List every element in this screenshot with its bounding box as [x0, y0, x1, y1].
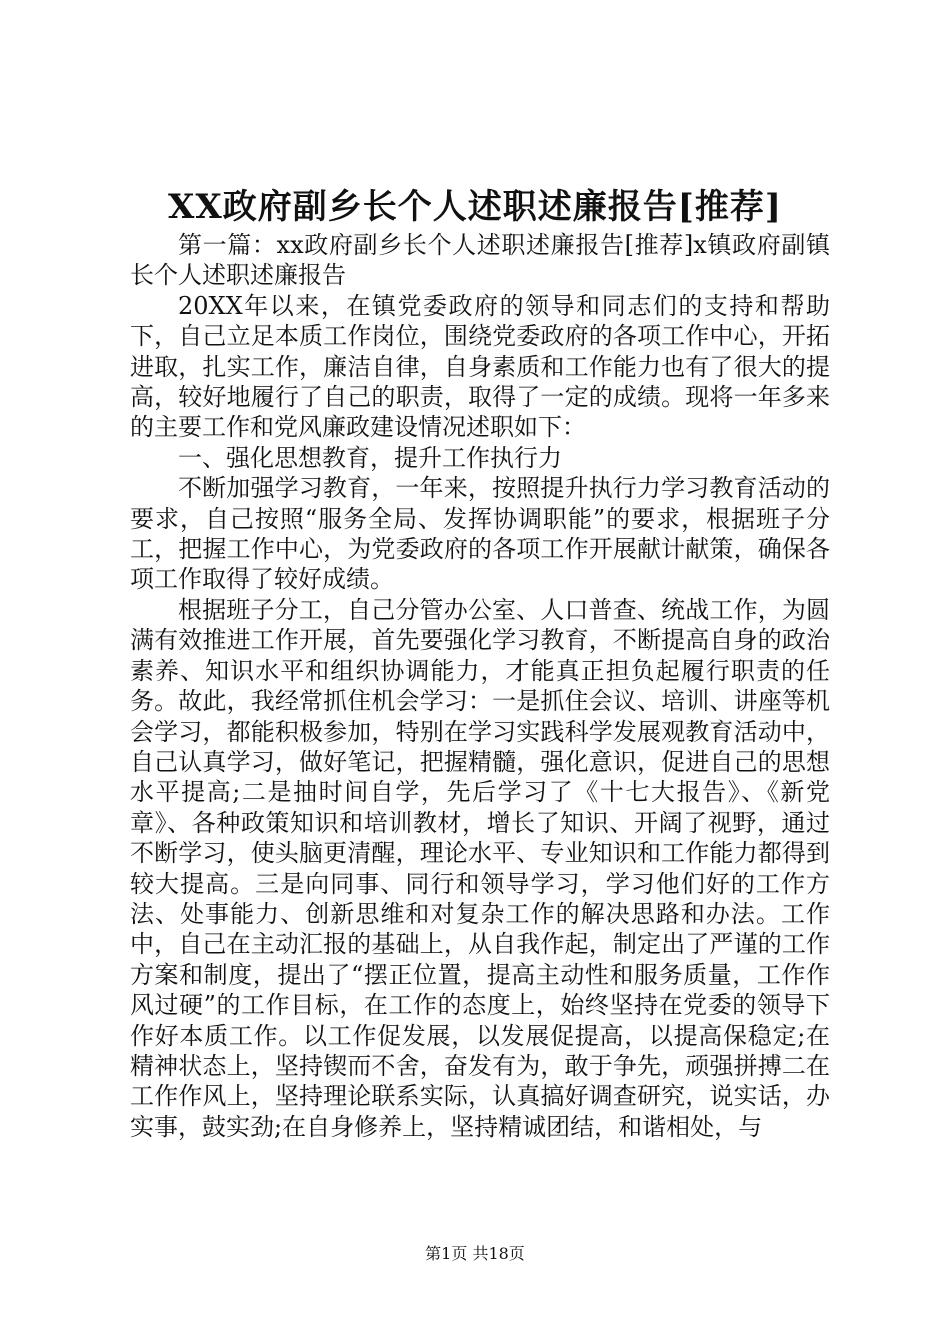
section-heading-1: 一、强化思想教育，提升工作执行力	[178, 443, 562, 472]
document-title: XX政府副乡长个人述职述廉报告[推荐]	[168, 187, 782, 227]
paragraph-work-details: 根据班子分工，自己分管办公室、人口普查、统战工作，为圆满有效推进工作开展，首先要强化学习教育，不断提高自身的政治素养、知识水平和组织协调能力，才能真正担负起履行职责的任务。故此，我经常抓住机会学习：一是抓住会议、培训、讲座等机会学习，都能积极参加，特别在学习实践科学发展观教育活动中，自己认真学习，做好笔记，把握精髓，强化意识，促进自己的思想水平提高;二是抽时间自学，先后学习了《十七大报告》、《新党章》、各种政策知识和培训教材，增长了知识、开阔了视野，通过不断学习，使头脑更清醒，理论水平、专业知识和工作能力都得到较大提高。三是向同事、同行和领导学习，学习他们好的工作方法、处事能力、创新思维和对复杂工作的解决思路和办法。工作中，自己在主动汇报的基础上，从自我作起，制定出了严谨的工作方案和制度，提出了“摆正位置，提高主动性和服务质量，工作作风过硬”的工作目标，在工作的态度上，始终坚持在党委的领导下作好本质工作。以工作促发展，以发展促提高，以提高保稳定;在精神状态上，坚持锲而不舍，奋发有为，敢于争先，顽强拼搏二在工作作风上，坚持理论联系实际，认真搞好调查研究，说实话，办实事，鼓实劲;在自身修养上，坚持精诚团结，和谐相处，与	[130, 595, 830, 1141]
paragraph-study-education: 不断加强学习教育，一年来，按照提升执行力学习教育活动的要求，自己按照“服务全局、发挥协调职能”的要求，根据班子分工，把握工作中心，为党委政府的各项工作开展献计献策，确保各项工作取得了较好成绩。	[130, 474, 830, 594]
document-body	[130, 230, 830, 1142]
page-number-footer: 第1页 共18页	[425, 1244, 525, 1263]
paragraph-overview: 20XX年以来，在镇党委政府的领导和同志们的支持和帮助下，自己立足本质工作岗位，围绕党委政府的各项工作中心，开拓进取，扎实工作，廉洁自律，自身素质和工作能力也有了很大的提高，较好地履行了自己的职责，取得了一定的成绩。现将一年多来的主要工作和党风廉政建设情况述职如下：	[130, 291, 830, 442]
paragraph-heading-intro: 第一篇：xx政府副乡长个人述职述廉报告[推荐]x镇政府副镇长个人述职述廉报告	[130, 231, 830, 290]
